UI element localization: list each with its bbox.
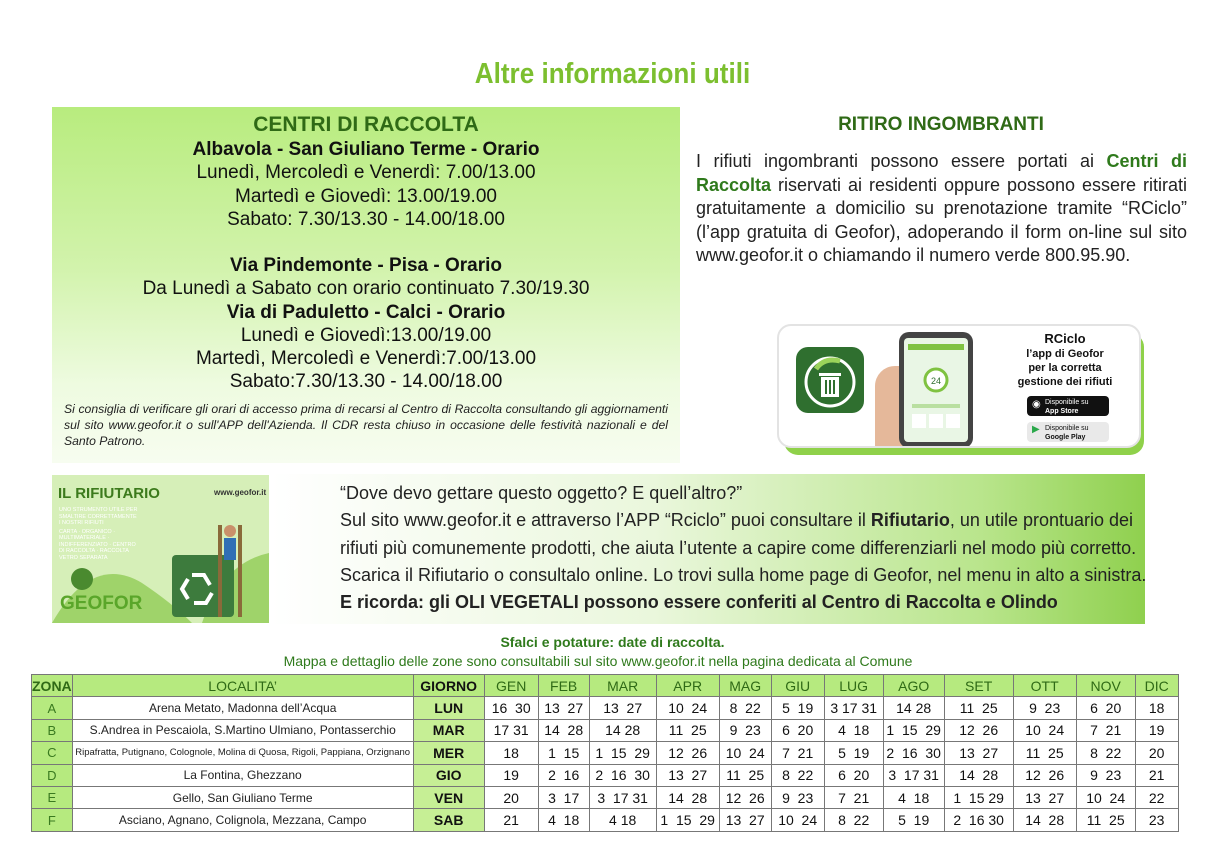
table-row: [32, 719, 1179, 741]
table-row: [32, 809, 1179, 831]
date-cell: 12 26: [1013, 764, 1076, 786]
apple-icon: ◉: [1032, 399, 1041, 410]
date-cell: 14 28: [883, 697, 944, 719]
rifiutario-image-subtitle-text: UNO STRUMENTO UTILE PER SMALTIRE CORRETTAMENTE I NOSTRI RIFIUTI: [59, 507, 138, 526]
zone-cell: B: [32, 719, 73, 741]
app-store-small-label: Disponibile su: [1045, 399, 1089, 406]
header-localita: LOCALITA’: [72, 675, 413, 697]
date-cell: 11 25: [944, 697, 1013, 719]
rciclo-tagline-1: l’app di Geofor: [1026, 348, 1104, 360]
date-cell: 21: [1135, 764, 1178, 786]
pindemonte-hours: Da Lunedì a Sabato con orario continuato 7.30/19.30: [142, 278, 590, 299]
google-play-small-label: Disponibile su: [1045, 425, 1089, 432]
header-month-dic: DIC: [1135, 675, 1178, 697]
header-month-ott: OTT: [1013, 675, 1076, 697]
date-cell: 1 15 29: [589, 742, 656, 764]
date-cell: 4 18: [883, 786, 944, 808]
date-cell: 13 27: [589, 697, 656, 719]
date-cell: 8 22: [1076, 742, 1135, 764]
ritiro-paragraph: [696, 150, 1187, 268]
table-row: [32, 786, 1179, 808]
rciclo-tagline-3: gestione dei rifiuti: [1017, 376, 1113, 388]
date-cell: 20: [1135, 742, 1178, 764]
date-cell: 17 31: [484, 719, 538, 741]
date-cell: 7 21: [824, 786, 883, 808]
date-cell: 1 15 29: [944, 786, 1013, 808]
date-cell: 22: [1135, 786, 1178, 808]
date-cell: 21: [484, 809, 538, 831]
localita-cell: La Fontina, Ghezzano: [72, 764, 413, 786]
phone-mockup: [899, 332, 973, 448]
date-cell: 14 28: [538, 719, 589, 741]
rifiutario-image-subtitle: [59, 507, 139, 561]
giorno-cell: GIO: [413, 764, 484, 786]
date-cell: 12 26: [656, 742, 719, 764]
rifiutario-line-1: “Dove devo gettare questo oggetto? E quell’altro?”: [340, 483, 743, 503]
date-cell: 3 17 31: [824, 697, 883, 719]
header-month-nov: NOV: [1076, 675, 1135, 697]
date-cell: 10 24: [771, 809, 824, 831]
google-play-label: Google Play: [1045, 434, 1086, 441]
date-cell: 13 27: [538, 697, 589, 719]
rifiutario-line-2: [340, 510, 1133, 531]
albavola-hours-2: Martedì e Giovedì: 13.00/19.00: [235, 186, 497, 207]
date-cell: 11 25: [656, 719, 719, 741]
app-store-badge[interactable]: [1027, 396, 1109, 416]
header-month-lug: LUG: [824, 675, 883, 697]
date-cell: 10 24: [656, 697, 719, 719]
date-cell: 11 25: [1013, 742, 1076, 764]
header-month-mar: MAR: [589, 675, 656, 697]
date-cell: 2 16 30: [589, 764, 656, 786]
rifiutario-line-4: Scarica il Rifiutario o consultalo online. Lo trovi sulla home page di Geofor, nel menu in alto a sinistra.: [340, 565, 1147, 585]
app-store-label: App Store: [1045, 408, 1079, 415]
date-cell: 4 18: [589, 809, 656, 831]
header-month-apr: APR: [656, 675, 719, 697]
zone-cell: A: [32, 697, 73, 719]
date-cell: 18: [484, 742, 538, 764]
geofor-logo: GEOFOR: [60, 593, 143, 614]
date-cell: 11 25: [719, 764, 771, 786]
localita-cell: Asciano, Agnano, Colignola, Mezzana, Campo: [72, 809, 413, 831]
table-header-row: [32, 675, 1179, 697]
ritiro-text-after: riservati ai residenti oppure possono essere ritirati gratuitamente a domicilio su prenotazione tramite “RCiclo” (l’app gratuita di Geofor), adoperando il form on-line sul sito www.geofor.it o chiamando il numero verde 800.95.90.: [696, 174, 1187, 265]
date-cell: 8 22: [719, 697, 771, 719]
giorno-cell: MER: [413, 742, 484, 764]
giorno-cell: SAB: [413, 809, 484, 831]
date-cell: 16 30: [484, 697, 538, 719]
sfalci-subtitle: Mappa e dettaglio delle zone sono consultabili sul sito www.geofor.it nella pagina dedicata al Comune: [283, 653, 913, 669]
date-cell: 6 20: [1076, 697, 1135, 719]
date-cell: 5 19: [771, 697, 824, 719]
table-row: [32, 764, 1179, 786]
rifiutario-image-categories: CARTA · ORGANICO · MULTIMATERIALE · INDIFFERENZIATO · CENTRO DI RACCOLTA · RACCOLTA VETRO SEPARATA: [59, 528, 136, 561]
date-cell: 10 24: [1013, 719, 1076, 741]
date-cell: 23: [1135, 809, 1178, 831]
date-cell: 20: [484, 786, 538, 808]
date-cell: 4 18: [538, 809, 589, 831]
date-cell: 14 28: [944, 764, 1013, 786]
date-cell: 7 21: [1076, 719, 1135, 741]
header-month-set: SET: [944, 675, 1013, 697]
play-icon: ▶: [1032, 424, 1040, 435]
centri-title: CENTRI DI RACCOLTA: [253, 113, 479, 136]
date-cell: 13 27: [656, 764, 719, 786]
zone-cell: E: [32, 786, 73, 808]
header-giorno: GIORNO: [413, 675, 484, 697]
zone-cell: F: [32, 809, 73, 831]
date-cell: 1 15 29: [883, 719, 944, 741]
header-month-giu: GIU: [771, 675, 824, 697]
date-cell: 6 20: [771, 719, 824, 741]
sfalci-calendar-table: [31, 674, 1179, 832]
date-cell: 18: [1135, 697, 1178, 719]
date-cell: 14 28: [589, 719, 656, 741]
date-cell: 9 23: [1076, 764, 1135, 786]
date-cell: 8 22: [824, 809, 883, 831]
date-cell: 1 15 29: [656, 809, 719, 831]
date-cell: 2 16: [538, 764, 589, 786]
date-cell: 9 23: [1013, 697, 1076, 719]
giorno-cell: MAR: [413, 719, 484, 741]
date-cell: 7 21: [771, 742, 824, 764]
rifiutario-line-2-after: , un utile prontuario dei: [949, 510, 1134, 530]
date-cell: 5 19: [824, 742, 883, 764]
ritiro-text-before: I rifiuti ingombranti possono essere portati ai: [696, 151, 1107, 171]
albavola-heading: Albavola - San Giuliano Terme - Orario: [192, 139, 540, 160]
header-month-mag: MAG: [719, 675, 771, 697]
rifiutario-image-website: www.geofor.it: [214, 488, 267, 497]
rifiutario-line-5: E ricorda: gli OLI VEGETALI possono essere conferiti al Centro di Raccolta e Olindo: [340, 592, 1058, 612]
albavola-hours-1: Lunedì, Mercoledì e Venerdì: 7.00/13.00: [196, 162, 536, 183]
paduletto-heading: Via di Paduletto - Calci - Orario: [226, 302, 506, 323]
date-cell: 10 24: [1076, 786, 1135, 808]
rifiutario-line-3: rifiuti più comunemente prodotti, che aiuta l’utente a capire come differenziarli nel modo più corretto.: [340, 538, 1137, 558]
sfalci-title: Sfalci e potature: date di raccolta.: [500, 634, 725, 650]
google-play-badge[interactable]: [1027, 422, 1109, 442]
giorno-cell: LUN: [413, 697, 484, 719]
date-cell: 14 28: [656, 786, 719, 808]
date-cell: 1 15: [538, 742, 589, 764]
date-cell: 5 19: [883, 809, 944, 831]
date-cell: 13 27: [719, 809, 771, 831]
date-cell: 3 17 31: [589, 786, 656, 808]
header-month-feb: FEB: [538, 675, 589, 697]
rciclo-logo-icon: [796, 347, 864, 413]
date-cell: 11 25: [1076, 809, 1135, 831]
localita-cell: Ripafratta, Putignano, Colognole, Molina di Quosa, Rigoli, Pappiana, Orzignano: [72, 742, 413, 764]
date-cell: 19: [484, 764, 538, 786]
localita-cell: Arena Metato, Madonna dell’Acqua: [72, 697, 413, 719]
paduletto-hours-1: Lunedì e Giovedì:13.00/19.00: [240, 325, 492, 346]
date-cell: 3 17 31: [883, 764, 944, 786]
centri-note: Si consiglia di verificare gli orari di accesso prima di recarsi al Centro di Raccolta consultando gli aggiornamenti sul sito www.geofor.it o sull'APP dell'Azienda. Il CDR resta chiuso in occasione delle festività nazionali e del Santo Patrono.: [64, 402, 668, 448]
phone-screen: [904, 338, 968, 442]
localita-cell: S.Andrea in Pescaiola, S.Martino Ulmiano, Pontasserchio: [72, 719, 413, 741]
date-cell: 9 23: [771, 786, 824, 808]
date-cell: 13 27: [1013, 786, 1076, 808]
page-title: Altre informazioni utili: [474, 58, 751, 90]
rifiutario-illustration: [52, 475, 269, 623]
date-cell: 13 27: [944, 742, 1013, 764]
albavola-hours-3: Sabato: 7.30/13.30 - 14.00/18.00: [227, 209, 505, 230]
rifiutario-image-title: IL RIFIUTARIO: [58, 485, 160, 502]
date-cell: 3 17: [538, 786, 589, 808]
date-cell: 10 24: [719, 742, 771, 764]
rifiutario-bold: Rifiutario: [870, 510, 950, 530]
pindemonte-heading: Via Pindemonte - Pisa - Orario: [229, 255, 503, 276]
date-cell: 2 16 30: [944, 809, 1013, 831]
table-row: [32, 742, 1179, 764]
date-cell: 19: [1135, 719, 1178, 741]
date-cell: 6 20: [824, 764, 883, 786]
date-cell: 9 23: [719, 719, 771, 741]
ritiro-title: RITIRO INGOMBRANTI: [838, 114, 1044, 135]
date-cell: 12 26: [944, 719, 1013, 741]
header-zona: ZONA: [32, 675, 73, 697]
header-month-gen: GEN: [484, 675, 538, 697]
zone-cell: C: [32, 742, 73, 764]
table-row: [32, 697, 1179, 719]
date-cell: 14 28: [1013, 809, 1076, 831]
header-month-ago: AGO: [883, 675, 944, 697]
date-cell: 4 18: [824, 719, 883, 741]
rciclo-app-card: [777, 324, 1141, 448]
rciclo-name: RCiclo: [1044, 331, 1086, 346]
date-cell: 12 26: [719, 786, 771, 808]
giorno-cell: VEN: [413, 786, 484, 808]
paduletto-hours-3: Sabato:7.30/13.30 - 14.00/18.00: [229, 371, 503, 392]
date-cell: 2 16 30: [883, 742, 944, 764]
rifiutario-line-2-before: Sul sito www.geofor.it e attraverso l’APP “Rciclo” puoi consultare il: [340, 510, 871, 530]
zone-cell: D: [32, 764, 73, 786]
localita-cell: Gello, San Giuliano Terme: [72, 786, 413, 808]
paduletto-hours-2: Martedì, Mercoledì e Venerdì:7.00/13.00: [195, 348, 537, 369]
date-cell: 8 22: [771, 764, 824, 786]
ritiro-highlight: Centri di Raccolta: [696, 151, 1187, 195]
centri-di-raccolta-box: [52, 107, 680, 463]
rciclo-tagline-2: per la corretta: [1028, 362, 1102, 374]
phone-badge: 24: [930, 376, 942, 386]
